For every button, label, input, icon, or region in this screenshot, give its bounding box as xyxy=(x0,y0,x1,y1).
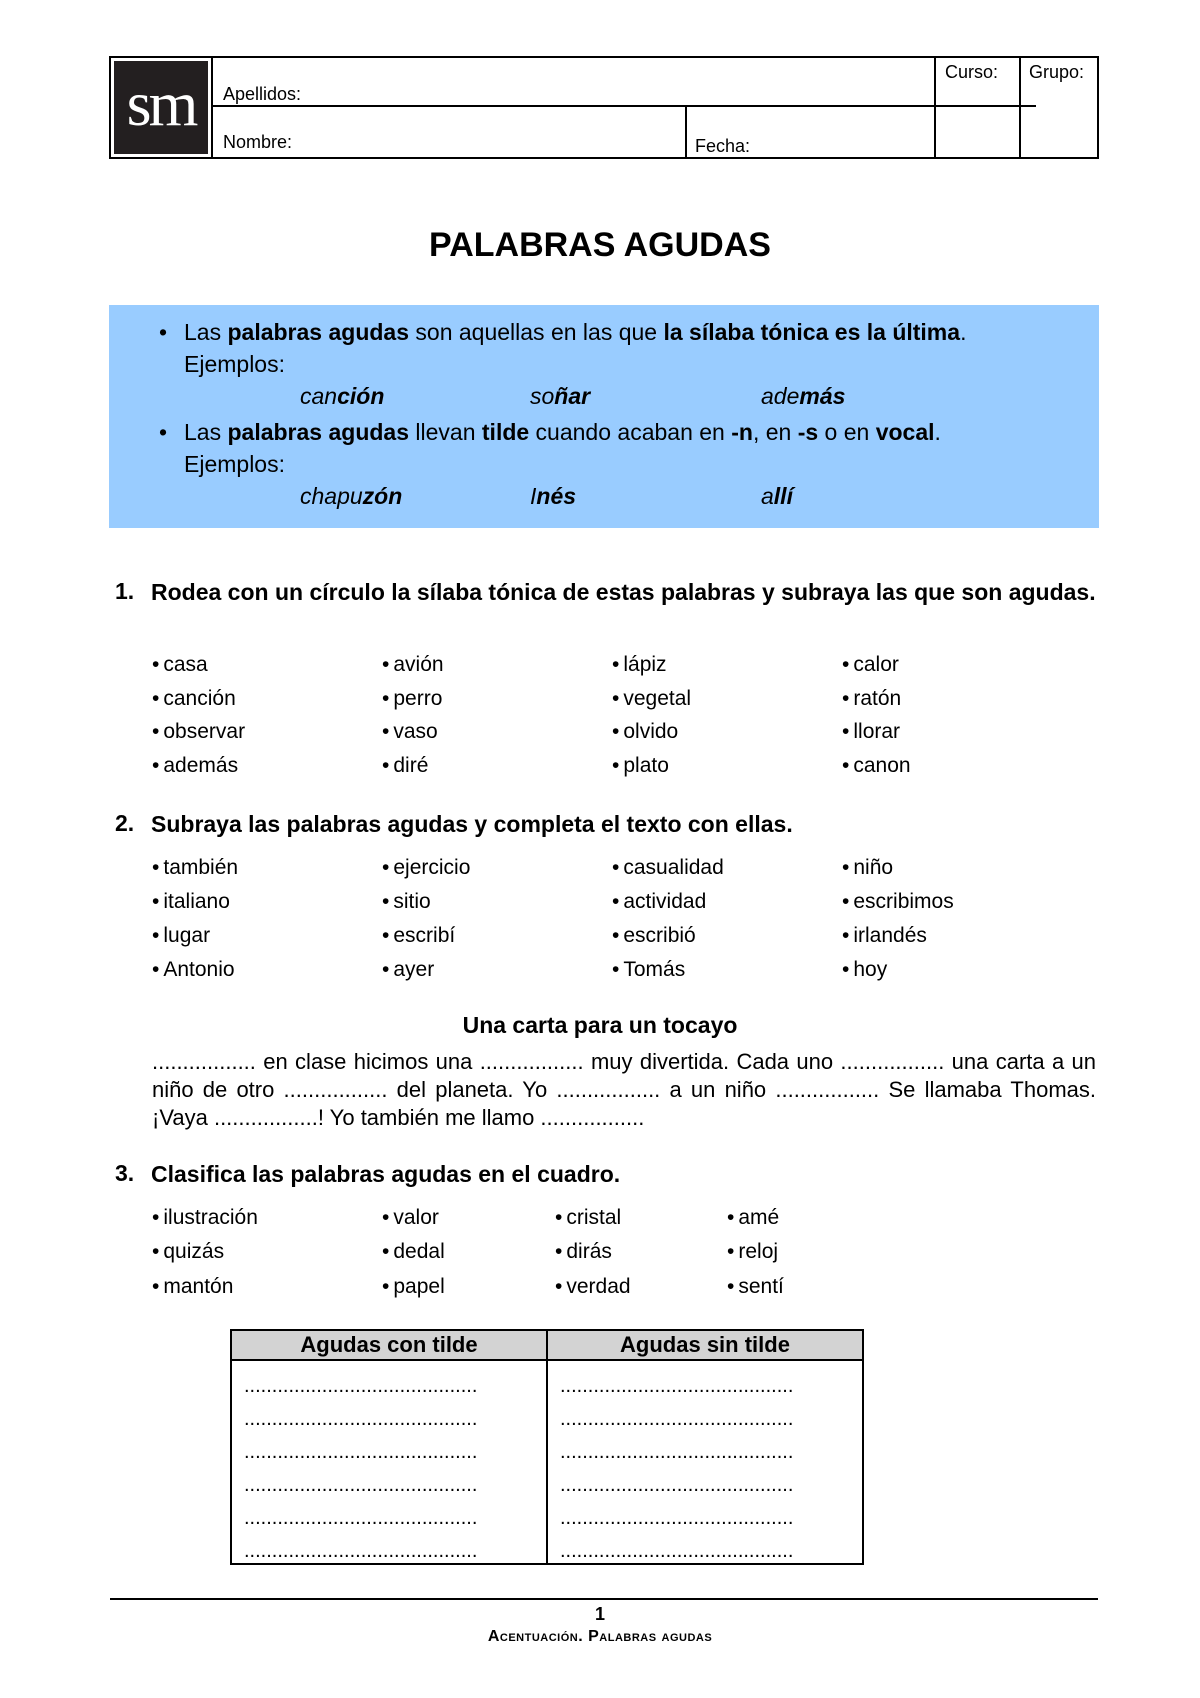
bullet: • xyxy=(612,924,620,947)
bullet: • xyxy=(152,720,160,743)
bullet: • xyxy=(842,653,850,676)
rules-box xyxy=(109,305,1099,528)
word-item xyxy=(612,687,691,711)
bullet: • xyxy=(382,890,390,913)
bullet: • xyxy=(555,1275,563,1298)
curso-label: Curso: xyxy=(945,62,999,82)
table-header: Agudas sin tilde xyxy=(547,1330,863,1360)
word-item xyxy=(842,890,954,914)
bullet: • xyxy=(152,1275,160,1298)
page-title: PALABRAS AGUDAS xyxy=(429,226,771,264)
word-text: lápiz xyxy=(623,653,667,676)
word-item xyxy=(152,720,245,744)
bullet: • xyxy=(152,687,160,710)
word-item xyxy=(612,653,667,677)
word-item xyxy=(382,720,438,744)
examples-label: Ejemplos: xyxy=(184,351,285,377)
word-item xyxy=(555,1206,621,1230)
footer-divider xyxy=(110,1598,1098,1600)
word-item xyxy=(842,958,887,982)
word-item xyxy=(555,1275,631,1299)
question-number: 2. xyxy=(115,810,135,836)
bullet: • xyxy=(152,958,160,981)
word-text: avión xyxy=(393,653,444,676)
word-text: llorar xyxy=(853,720,901,743)
word-text: sentí xyxy=(738,1275,784,1298)
answer-line[interactable]: .......................................... xyxy=(547,1360,863,1398)
word-text: canon xyxy=(853,754,911,777)
word-text: ejercicio xyxy=(393,856,471,879)
word-item xyxy=(382,754,428,778)
word-item xyxy=(382,958,434,982)
rule-1: Las palabras agudas son aquellas en las que la sílaba tónica es la última. xyxy=(184,319,967,345)
word-text: escribimos xyxy=(853,890,954,913)
word-text: escribió xyxy=(623,924,696,947)
bullet: • xyxy=(382,924,390,947)
bullet: • xyxy=(612,958,620,981)
word-item xyxy=(152,1206,258,1230)
word-text: observar xyxy=(163,720,246,743)
bullet: • xyxy=(842,958,850,981)
bullet: • xyxy=(842,890,850,913)
word-text: escribí xyxy=(393,924,456,947)
example-word: allí xyxy=(761,483,793,509)
word-item xyxy=(727,1206,779,1230)
bullet: • xyxy=(842,754,850,777)
bullet: • xyxy=(152,653,160,676)
word-item xyxy=(152,1240,224,1264)
bullet: • xyxy=(152,1240,160,1263)
word-text: actividad xyxy=(623,890,707,913)
word-item xyxy=(382,687,442,711)
word-text: papel xyxy=(393,1275,445,1298)
word-text: quizás xyxy=(163,1240,225,1263)
bullet: • xyxy=(842,720,850,743)
word-item xyxy=(152,924,210,948)
word-text: ayer xyxy=(393,958,435,981)
example-word: Inés xyxy=(530,483,577,509)
bullet: • xyxy=(152,924,160,947)
table-row xyxy=(231,1464,863,1497)
bullet: • xyxy=(612,687,620,710)
word-text: casa xyxy=(163,653,208,676)
word-item xyxy=(727,1275,784,1299)
answer-line[interactable]: .......................................... xyxy=(231,1497,547,1530)
answer-line[interactable]: .......................................... xyxy=(547,1464,863,1497)
word-text: reloj xyxy=(738,1240,779,1263)
bullet: • xyxy=(842,856,850,879)
word-text: dedal xyxy=(393,1240,445,1263)
word-item xyxy=(152,958,235,982)
word-text: amé xyxy=(738,1206,780,1229)
divider xyxy=(934,58,936,157)
bullet: • xyxy=(612,890,620,913)
grupo-label: Grupo: xyxy=(1029,62,1085,82)
nombre-label: Nombre: xyxy=(223,132,293,152)
bullet: • xyxy=(612,856,620,879)
word-text: cristal xyxy=(566,1206,622,1229)
question-text: Subraya las palabras agudas y completa el texto con ellas. xyxy=(151,811,793,837)
sm-logo: sm xyxy=(114,61,208,154)
word-item xyxy=(382,924,455,948)
word-text: Antonio xyxy=(163,958,235,981)
word-item xyxy=(555,1240,612,1264)
example-word: además xyxy=(761,383,846,409)
answer-line[interactable]: .......................................... xyxy=(231,1464,547,1497)
bullet: • xyxy=(152,890,160,913)
word-item xyxy=(152,653,208,677)
bullet: • xyxy=(612,754,620,777)
table-row xyxy=(231,1530,863,1564)
word-text: mantón xyxy=(163,1275,234,1298)
bullet: • xyxy=(152,754,160,777)
word-text: ilustración xyxy=(163,1206,258,1229)
word-item xyxy=(382,1275,445,1299)
bullet: • xyxy=(382,720,390,743)
word-item xyxy=(612,924,696,948)
bullet: • xyxy=(382,1240,390,1263)
word-text: también xyxy=(163,856,239,879)
bullet: • xyxy=(555,1240,563,1263)
bullet: • xyxy=(382,1206,390,1229)
rule-2: Las palabras agudas llevan tilde cuando acaban en -n, en -s o en vocal. xyxy=(184,419,941,445)
word-item xyxy=(382,856,470,880)
bullet: • xyxy=(727,1206,735,1229)
word-text: lugar xyxy=(163,924,211,947)
word-item xyxy=(152,856,238,880)
word-item xyxy=(382,890,431,914)
bullet: • xyxy=(612,720,620,743)
answer-line[interactable]: .......................................... xyxy=(231,1530,547,1564)
word-item xyxy=(152,687,236,711)
word-item xyxy=(152,754,238,778)
text-subtitle: Una carta para un tocayo xyxy=(462,1012,738,1038)
word-text: sitio xyxy=(393,890,431,913)
word-item xyxy=(842,924,927,948)
bullet: • xyxy=(612,653,620,676)
table-row xyxy=(231,1431,863,1464)
question-text: Clasifica las palabras agudas en el cuadro. xyxy=(151,1161,621,1187)
word-item xyxy=(842,754,911,778)
word-text: ratón xyxy=(853,687,902,710)
bullet: • xyxy=(159,419,168,445)
word-item xyxy=(612,958,685,982)
bullet: • xyxy=(152,856,160,879)
word-text: dirás xyxy=(566,1240,612,1263)
answer-line[interactable]: .......................................... xyxy=(231,1431,547,1464)
fill-in-paragraph: ................. en clase hicimos una ................. muy divertida. Cada uno ................. una carta a un niño de otro ................. del planeta. Yo ................. a un niño ................. Se llamaba Thomas. ¡Vaya .................! Yo también me llamo ................. xyxy=(152,1049,1096,1130)
word-item xyxy=(152,1275,233,1299)
word-text: plato xyxy=(623,754,669,777)
classification-table xyxy=(230,1329,864,1565)
word-item xyxy=(612,754,669,778)
answer-line[interactable]: .......................................... xyxy=(547,1530,863,1564)
answer-line[interactable]: .......................................... xyxy=(547,1431,863,1464)
divider xyxy=(213,105,1036,107)
question-number: 1. xyxy=(115,578,135,604)
fecha-label: Fecha: xyxy=(695,136,751,156)
divider xyxy=(685,105,687,157)
bullet: • xyxy=(382,754,390,777)
table-row xyxy=(231,1398,863,1431)
bullet: • xyxy=(555,1206,563,1229)
examples-label: Ejemplos: xyxy=(184,451,285,477)
word-text: irlandés xyxy=(853,924,927,947)
bullet: • xyxy=(727,1275,735,1298)
word-item xyxy=(842,856,893,880)
bullet: • xyxy=(159,319,168,345)
word-text: calor xyxy=(853,653,899,676)
word-text: Tomás xyxy=(623,958,686,981)
word-item xyxy=(382,1240,445,1264)
apellidos-label: Apellidos: xyxy=(223,84,302,104)
word-text: niño xyxy=(853,856,894,879)
word-text: canción xyxy=(163,687,236,710)
bullet: • xyxy=(382,856,390,879)
example-word: chapuzón xyxy=(300,483,403,509)
word-item xyxy=(382,1206,439,1230)
bullet: • xyxy=(842,924,850,947)
divider xyxy=(211,58,213,157)
word-text: olvido xyxy=(623,720,679,743)
answer-line[interactable]: .......................................... xyxy=(231,1360,547,1398)
word-text: vaso xyxy=(393,720,438,743)
question-number: 3. xyxy=(115,1160,135,1186)
example-word: soñar xyxy=(530,383,591,409)
word-item xyxy=(382,653,444,677)
bullet: • xyxy=(382,687,390,710)
bullet: • xyxy=(382,958,390,981)
word-text: italiano xyxy=(163,890,230,913)
example-word: canción xyxy=(300,383,385,409)
word-text: perro xyxy=(393,687,443,710)
bullet: • xyxy=(152,1206,160,1229)
word-text: hoy xyxy=(853,958,888,981)
header-form xyxy=(109,56,1099,159)
word-item xyxy=(612,856,724,880)
word-text: diré xyxy=(393,754,429,777)
table-row xyxy=(231,1360,863,1398)
answer-line[interactable]: .......................................... xyxy=(231,1398,547,1431)
answer-line[interactable]: .......................................... xyxy=(547,1398,863,1431)
word-item xyxy=(612,720,678,744)
word-text: además xyxy=(163,754,239,777)
divider xyxy=(1019,58,1021,157)
bullet: • xyxy=(382,1275,390,1298)
word-text: verdad xyxy=(566,1275,631,1298)
table-header: Agudas con tilde xyxy=(231,1330,547,1360)
word-item xyxy=(152,890,230,914)
bullet: • xyxy=(727,1240,735,1263)
word-text: vegetal xyxy=(623,687,692,710)
word-item xyxy=(842,687,901,711)
bullet: • xyxy=(382,653,390,676)
answer-line[interactable]: .......................................... xyxy=(547,1497,863,1530)
footer-title: Acentuación. Palabras agudas xyxy=(487,1628,713,1645)
word-text: casualidad xyxy=(623,856,724,879)
word-item xyxy=(612,890,706,914)
word-item xyxy=(842,720,900,744)
page-number: 1 xyxy=(594,1604,605,1624)
bullet: • xyxy=(842,687,850,710)
question-text: Rodea con un círculo la sílaba tónica de estas palabras y subraya las que son agudas. xyxy=(151,579,1096,605)
word-item xyxy=(727,1240,778,1264)
word-text: valor xyxy=(393,1206,439,1229)
table-row xyxy=(231,1497,863,1530)
word-item xyxy=(842,653,899,677)
